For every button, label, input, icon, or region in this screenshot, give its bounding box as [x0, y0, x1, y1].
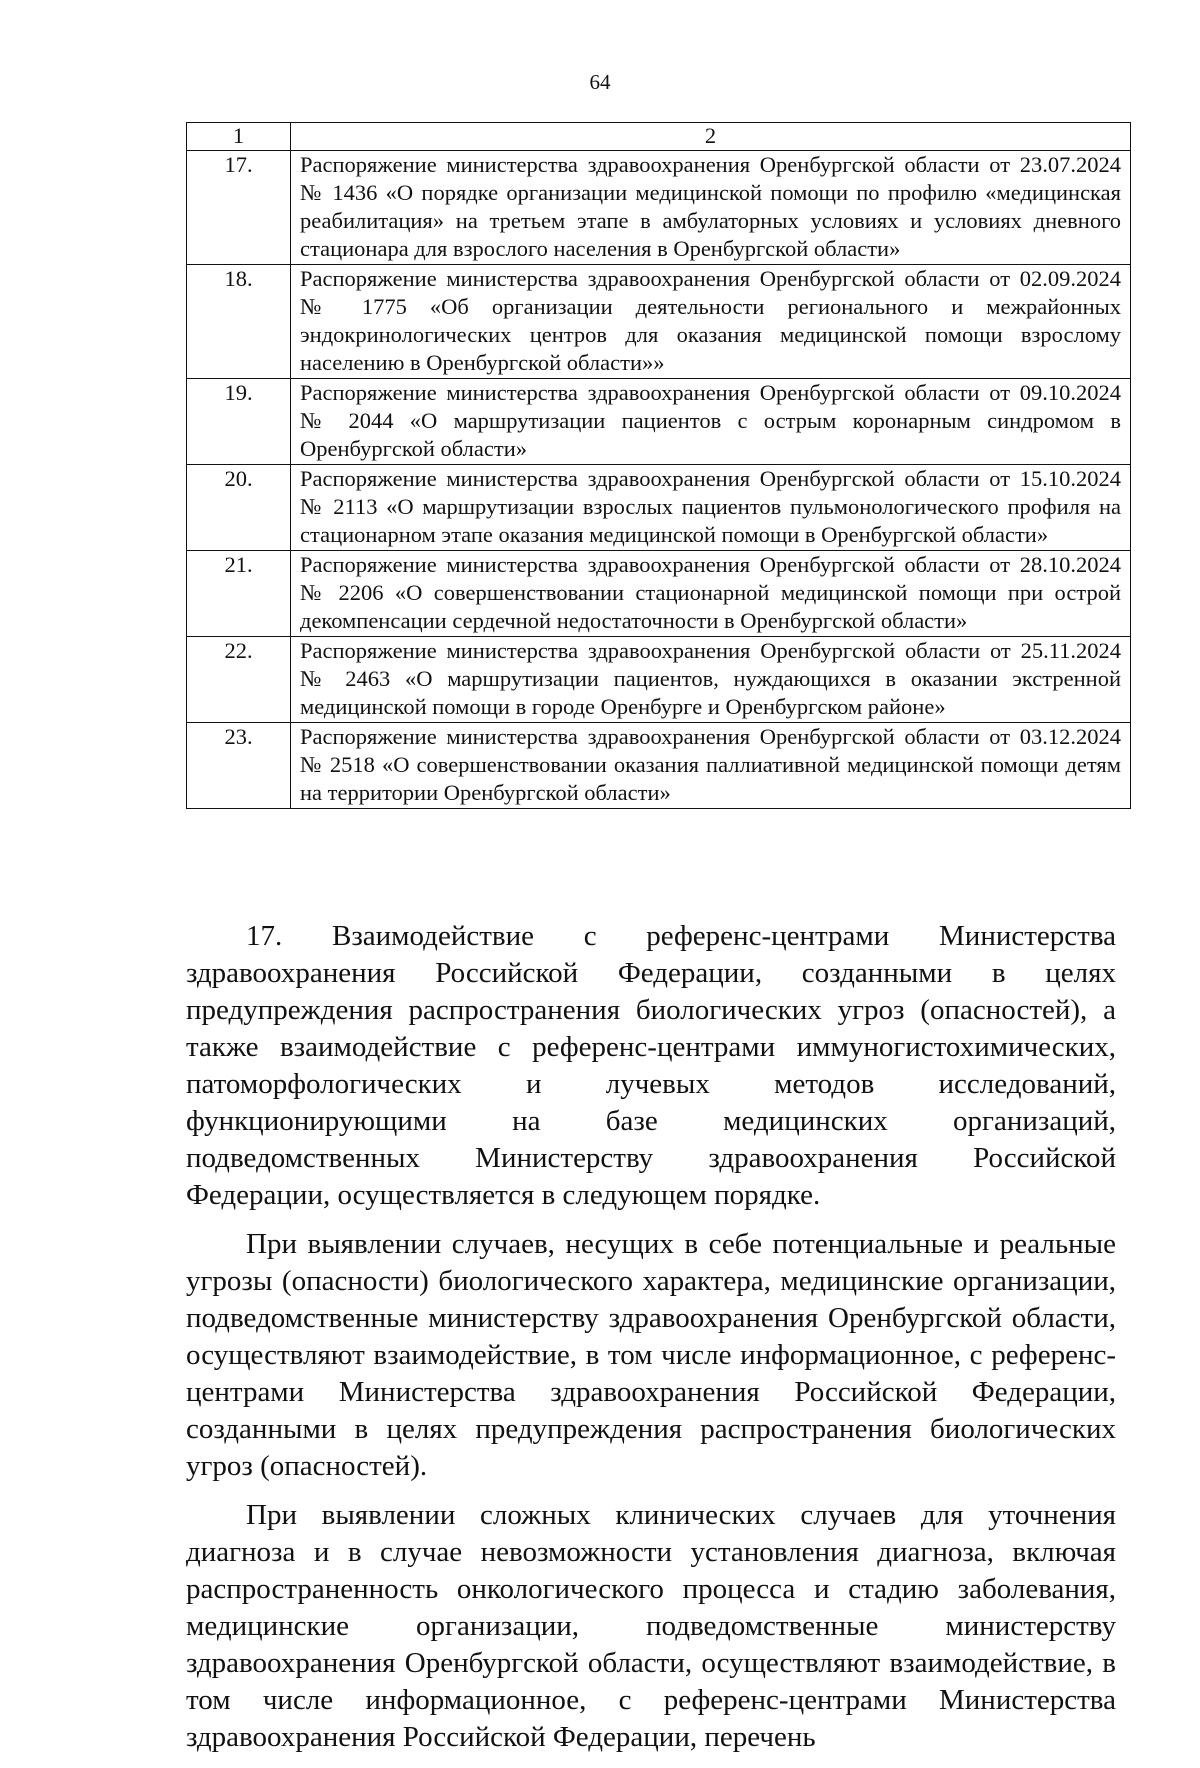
row-text: Распоряжение министерства здравоохранения Оренбургской области от 15.10.2024 № 2113 «О маршрутизации взрослых пациентов пульмонологического профиля на стационарном этапе оказания медицинской помощи в Оренбургской области»: [291, 465, 1131, 551]
table-row: [187, 723, 1131, 809]
row-number: 19.: [187, 379, 291, 465]
table-row: [187, 551, 1131, 637]
row-text: Распоряжение министерства здравоохранения Оренбургской области от 25.11.2024 № 2463 «О маршрутизации пациентов, нуждающихся в оказании экстренной медицинской помощи в городе Оренбурге и Оренбургском районе»: [291, 637, 1131, 723]
row-text: Распоряжение министерства здравоохранения Оренбургской области от 28.10.2024 № 2206 «О совершенствовании стационарной медицинской помощи при острой декомпенсации сердечной недостаточности в Оренбургской области»: [291, 551, 1131, 637]
documents-table: [186, 122, 1131, 809]
row-number: 18.: [187, 265, 291, 379]
table-row: [187, 637, 1131, 723]
table-header-row: [187, 123, 1131, 151]
row-text: Распоряжение министерства здравоохранения Оренбургской области от 02.09.2024 № 1775 «Об организации деятельности регионального и межрайонных эндокринологических центров для оказания медицинской помощи взрослому населению в Оренбургской области»»: [291, 265, 1131, 379]
table-row: [187, 379, 1131, 465]
table-header-cell: 2: [291, 123, 1131, 151]
table-row: [187, 265, 1131, 379]
row-text: Распоряжение министерства здравоохранения Оренбургской области от 09.10.2024 № 2044 «О маршрутизации пациентов с острым коронарным синдромом в Оренбургской области»: [291, 379, 1131, 465]
row-number: 22.: [187, 637, 291, 723]
row-number: 17.: [187, 151, 291, 265]
row-number: 21.: [187, 551, 291, 637]
paragraph: При выявлении сложных клинических случаев для уточнения диагноза и в случае невозможности установления диагноза, включая распространенность онкологического процесса и стадию заболевания, медицинские организации, подведомственные министерству здравоохранения Оренбургской области, осуществляют взаимодействие, в том числе информационное, с референс-центрами Министерства здравоохранения Российской Федерации, перечень: [186, 1499, 1116, 1753]
page-number: 64: [589, 70, 611, 94]
table-row: [187, 151, 1131, 265]
table-header-cell: 1: [187, 123, 291, 151]
paragraph: При выявлении случаев, несущих в себе потенциальные и реальные угрозы (опасности) биологического характера, медицинские организации, подведомственные министерству здравоохранения Оренбургской области, осуществляют взаимодействие, в том числе информационное, с референс-центрами Министерства здравоохранения Российской Федерации, созданными в целях предупреждения распространения биологических угроз (опасностей).: [186, 1228, 1116, 1482]
row-number: 23.: [187, 723, 291, 809]
row-text: Распоряжение министерства здравоохранения Оренбургской области от 23.07.2024 № 1436 «О порядке организации медицинской помощи по профилю «медицинская реабилитация» на третьем этапе в амбулаторных условиях и условиях дневного стационара для взрослого населения в Оренбургской области»: [291, 151, 1131, 265]
row-number: 20.: [187, 465, 291, 551]
paragraph: 17. Взаимодействие с референс-центрами Министерства здравоохранения Российской Федерации, созданными в целях предупреждения распространения биологических угроз (опасностей), а также взаимодействие с референс-центрами иммуногистохимических, патоморфологических и лучевых методов исследований, функционирующими на базе медицинских организаций, подведомственных Министерству здравоохранения Российской Федерации, осуществляется в следующем порядке.: [186, 920, 1116, 1211]
table-row: [187, 465, 1131, 551]
body-text: [186, 918, 1116, 1768]
row-text: Распоряжение министерства здравоохранения Оренбургской области от 03.12.2024 № 2518 «О совершенствовании оказания паллиативной медицинской помощи детям на территории Оренбургской области»: [291, 723, 1131, 809]
